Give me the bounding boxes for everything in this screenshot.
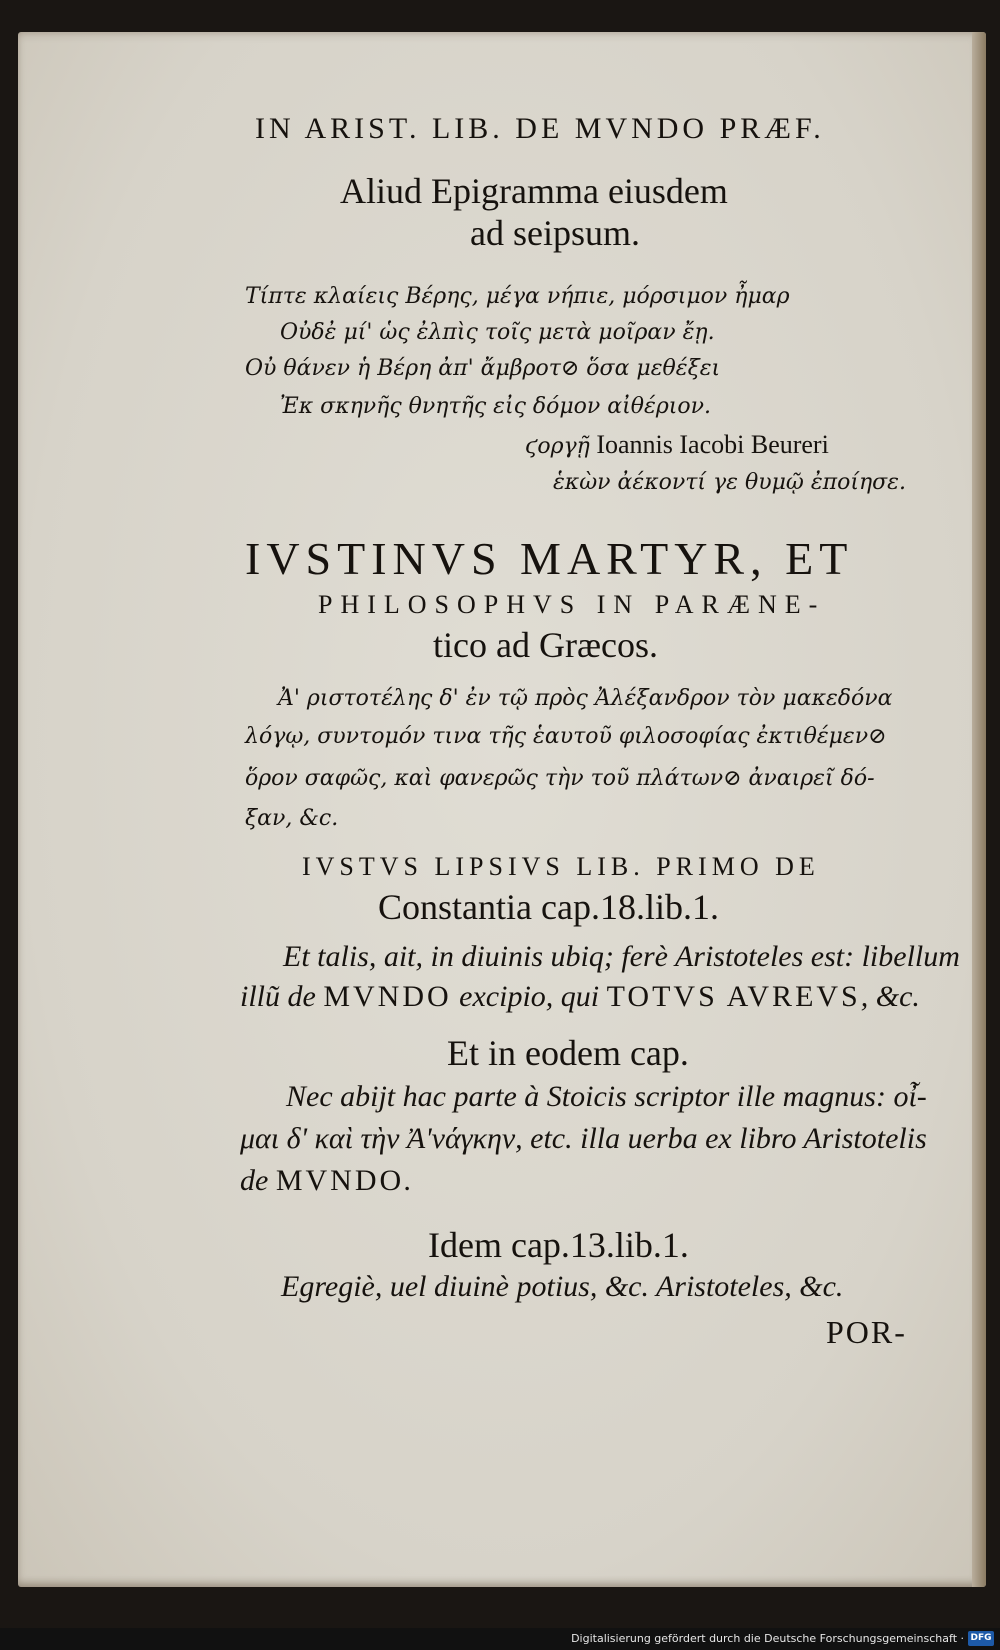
quote-smallcaps: MVNDO: [323, 980, 452, 1013]
idem-heading: Idem cap.13.lib.1.: [428, 1225, 689, 1265]
signature-name: Ioannis Iacobi Beureri: [596, 430, 829, 459]
epigram-signature: [525, 430, 829, 460]
signature-greek-prefix: ϛοργῇ: [525, 434, 590, 459]
quote-fragment: excipio, qui: [451, 980, 607, 1013]
footer-credit: Digitalisierung gefördert durch die Deutsche Forschungsgemeinschaft ·: [571, 1632, 964, 1645]
greek-verse-line: Οὐ θάνεν ἡ Βέρη ἀπ' ἄμβροτ⊘ ὅσα μεθέξει: [245, 356, 721, 381]
greek-prose-line: ξαν, &c.: [245, 806, 339, 831]
quote-smallcaps: MVNDO: [275, 1164, 405, 1197]
catchword: POR-: [826, 1314, 907, 1350]
running-head: IN ARIST. LIB. DE MVNDO PRÆF.: [255, 112, 825, 145]
quote-fragment: de: [240, 1164, 276, 1197]
justinus-subheading: PHILOSOPHVS IN PARÆNE-: [318, 590, 826, 619]
footer-bar: [0, 1628, 1000, 1650]
justinus-subheading-cont: tico ad Græcos.: [433, 625, 658, 665]
greek-verse-line: Ἐκ σκηνῆς θνητῆς εἰς δόμον αἰθέριον.: [280, 394, 711, 419]
lipsius-heading: IVSTVS LIPSIVS LIB. PRIMO DE: [302, 852, 820, 881]
epigram-title-line-1: Aliud Epigramma eiusdem: [340, 171, 728, 211]
justinus-heading: IVSTINVS MARTYR, ET: [245, 533, 854, 584]
greek-prose-line: Ἀ' ριστοτέλης δ' ἐν τῷ πρὸς Ἀλέξανδρον τὸν μακεδόνα: [278, 686, 893, 711]
epigram-closing-greek: ἑκὼν ἀέκοντί γε θυμῷ ἐποίησε.: [553, 470, 906, 495]
lipsius-reference: Constantia cap.18.lib.1.: [378, 887, 719, 927]
lipsius-subheading: Et in eodem cap.: [447, 1033, 689, 1073]
greek-verse-line: Τίπτε κλαίεις Βέρης, μέγα νήπιε, μόρσιμον ἦμαρ: [245, 284, 790, 309]
lipsius-quote-line: Nec abijt hac parte à Stoicis scriptor ille magnus: οἶ-: [286, 1080, 927, 1113]
lipsius-quote-line: [240, 1164, 412, 1198]
lipsius-quote-line: Et talis, ait, in diuinis ubiq; ferè Aristoteles est: libellum: [283, 940, 960, 973]
dfg-logo-icon: DFG: [968, 1631, 994, 1646]
greek-verse-line: Οὐδἐ μί' ὡς ἐλπὶς τοῖς μετὰ μοῖραν ἔῃ.: [280, 320, 715, 345]
lipsius-quote-line: [240, 980, 920, 1014]
greek-prose-line: λόγῳ, συντομόν τινα τῆς ἑαυτοῦ φιλοσοφίας ἐκτιθέμεν⊘: [245, 724, 887, 749]
quote-smallcaps: TOTVS AVREVS: [606, 980, 861, 1013]
quote-fragment: illũ de: [240, 980, 324, 1013]
quote-fragment: , &c.: [860, 980, 920, 1013]
lipsius-quote-line: μαι δ' καὶ τὴν Ἀ'νάγκην, etc. illa uerba ex libro Aristotelis: [240, 1122, 927, 1155]
page-edge: [972, 32, 986, 1587]
greek-prose-line: ὅρον σαφῶς, καὶ φανερῶς τὴν τοῦ πλάτων⊘ ἀναιρεῖ δό-: [245, 766, 875, 791]
book-page: [18, 32, 986, 1587]
epigram-title-line-2: ad seipsum.: [470, 213, 640, 253]
idem-quote: Egregiè, uel diuinè potius, &c. Aristoteles, &c.: [281, 1270, 844, 1303]
quote-fragment: .: [404, 1164, 412, 1197]
